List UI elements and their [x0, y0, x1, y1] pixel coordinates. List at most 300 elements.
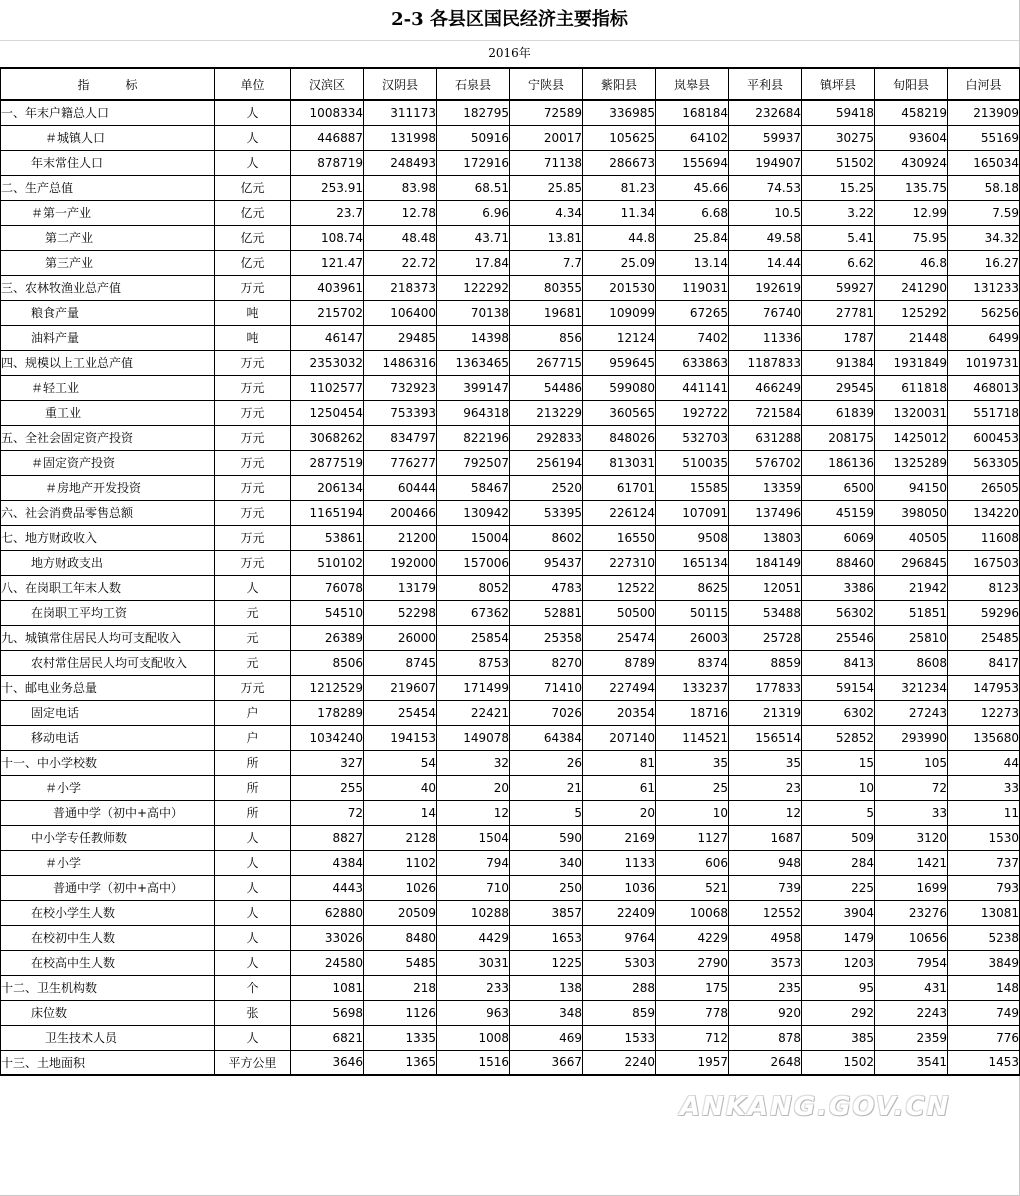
- value-cell: 8625: [656, 575, 729, 600]
- table-row: [1, 525, 1020, 550]
- value-cell: 1212529: [291, 675, 364, 700]
- table-row: [1, 650, 1020, 675]
- value-cell: 25485: [948, 625, 1020, 650]
- value-cell: 43.71: [437, 225, 510, 250]
- value-cell: 51851: [875, 600, 948, 625]
- value-cell: 54: [364, 750, 437, 775]
- value-cell: 15004: [437, 525, 510, 550]
- value-cell: 6499: [948, 325, 1020, 350]
- indicator-cell: 十二、卫生机构数: [1, 975, 215, 1000]
- value-cell: 233: [437, 975, 510, 1000]
- value-cell: 29545: [802, 375, 875, 400]
- value-cell: 67265: [656, 300, 729, 325]
- value-cell: 27781: [802, 300, 875, 325]
- indicator-cell: 粮食产量: [1, 300, 215, 325]
- value-cell: 156514: [729, 725, 802, 750]
- value-cell: 23.7: [291, 200, 364, 225]
- table-row: [1, 675, 1020, 700]
- value-cell: 19681: [510, 300, 583, 325]
- value-cell: 15585: [656, 475, 729, 500]
- value-cell: 60444: [364, 475, 437, 500]
- unit-cell: 人: [215, 850, 291, 875]
- value-cell: 232684: [729, 100, 802, 125]
- value-cell: 23276: [875, 900, 948, 925]
- table-row: [1, 1025, 1020, 1050]
- value-cell: 192000: [364, 550, 437, 575]
- column-header: 岚皋县: [656, 68, 729, 100]
- value-cell: 107091: [656, 500, 729, 525]
- value-cell: 327: [291, 750, 364, 775]
- value-cell: 155694: [656, 150, 729, 175]
- value-cell: 385: [802, 1025, 875, 1050]
- unit-cell: 户: [215, 725, 291, 750]
- value-cell: 2128: [364, 825, 437, 850]
- value-cell: 81: [583, 750, 656, 775]
- value-cell: 2648: [729, 1050, 802, 1075]
- value-cell: 184149: [729, 550, 802, 575]
- value-cell: 6.68: [656, 200, 729, 225]
- table-row: [1, 825, 1020, 850]
- value-cell: 165034: [948, 150, 1020, 175]
- indicator-cell: 第二产业: [1, 225, 215, 250]
- unit-cell: 万元: [215, 675, 291, 700]
- unit-cell: 户: [215, 700, 291, 725]
- value-cell: 321234: [875, 675, 948, 700]
- value-cell: 157006: [437, 550, 510, 575]
- value-cell: 776277: [364, 450, 437, 475]
- value-cell: 446887: [291, 125, 364, 150]
- indicator-cell: ＃轻工业: [1, 375, 215, 400]
- value-cell: 10068: [656, 900, 729, 925]
- unit-cell: 元: [215, 600, 291, 625]
- value-cell: 172916: [437, 150, 510, 175]
- value-cell: 466249: [729, 375, 802, 400]
- value-cell: 12051: [729, 575, 802, 600]
- value-cell: 30275: [802, 125, 875, 150]
- value-cell: 14: [364, 800, 437, 825]
- value-cell: 398050: [875, 500, 948, 525]
- value-cell: 44: [948, 750, 1020, 775]
- unit-cell: 万元: [215, 525, 291, 550]
- value-cell: 12522: [583, 575, 656, 600]
- value-cell: 8789: [583, 650, 656, 675]
- value-cell: 521: [656, 875, 729, 900]
- value-cell: 793: [948, 875, 1020, 900]
- value-cell: 14398: [437, 325, 510, 350]
- value-cell: 12: [729, 800, 802, 825]
- table-row: [1, 925, 1020, 950]
- year-label: 2016年: [488, 46, 531, 60]
- value-cell: 7026: [510, 700, 583, 725]
- value-cell: 311173: [364, 100, 437, 125]
- indicator-cell: 九、城镇常住居民人均可支配收入: [1, 625, 215, 650]
- value-cell: 25: [656, 775, 729, 800]
- value-cell: 219607: [364, 675, 437, 700]
- unit-cell: 人: [215, 875, 291, 900]
- value-cell: 267715: [510, 350, 583, 375]
- value-cell: 296845: [875, 550, 948, 575]
- table-row: [1, 300, 1020, 325]
- value-cell: 147953: [948, 675, 1020, 700]
- value-cell: 20: [583, 800, 656, 825]
- value-cell: 93604: [875, 125, 948, 150]
- unit-cell: 平方公里: [215, 1050, 291, 1075]
- value-cell: 26: [510, 750, 583, 775]
- table-row: [1, 500, 1020, 525]
- value-cell: 360565: [583, 400, 656, 425]
- value-cell: 3.22: [802, 200, 875, 225]
- value-cell: 8417: [948, 650, 1020, 675]
- value-cell: 753393: [364, 400, 437, 425]
- value-cell: 25546: [802, 625, 875, 650]
- value-cell: 1421: [875, 850, 948, 875]
- value-cell: 712: [656, 1025, 729, 1050]
- value-cell: 253.91: [291, 175, 364, 200]
- value-cell: 138: [510, 975, 583, 1000]
- value-cell: 133237: [656, 675, 729, 700]
- value-cell: 4384: [291, 850, 364, 875]
- unit-cell: 万元: [215, 550, 291, 575]
- value-cell: 8827: [291, 825, 364, 850]
- unit-cell: 亿元: [215, 200, 291, 225]
- value-cell: 53395: [510, 500, 583, 525]
- value-cell: 48.48: [364, 225, 437, 250]
- value-cell: 1133: [583, 850, 656, 875]
- value-cell: 46147: [291, 325, 364, 350]
- indicator-cell: 农村常住居民人均可支配收入: [1, 650, 215, 675]
- value-cell: 14.44: [729, 250, 802, 275]
- value-cell: 5: [510, 800, 583, 825]
- value-cell: 25358: [510, 625, 583, 650]
- value-cell: 563305: [948, 450, 1020, 475]
- value-cell: 91384: [802, 350, 875, 375]
- table-row: [1, 900, 1020, 925]
- value-cell: 58467: [437, 475, 510, 500]
- value-cell: 33: [948, 775, 1020, 800]
- value-cell: 18716: [656, 700, 729, 725]
- value-cell: 7.7: [510, 250, 583, 275]
- value-cell: 16.27: [948, 250, 1020, 275]
- indicator-cell: 在岗职工平均工资: [1, 600, 215, 625]
- value-cell: 8602: [510, 525, 583, 550]
- value-cell: 13179: [364, 575, 437, 600]
- value-cell: 235: [729, 975, 802, 1000]
- value-cell: 25854: [437, 625, 510, 650]
- value-cell: 207140: [583, 725, 656, 750]
- value-cell: 848026: [583, 425, 656, 450]
- value-cell: 822196: [437, 425, 510, 450]
- value-cell: 122292: [437, 275, 510, 300]
- indicator-cell: ＃小学: [1, 775, 215, 800]
- value-cell: 1787: [802, 325, 875, 350]
- value-cell: 59296: [948, 600, 1020, 625]
- value-cell: 49.58: [729, 225, 802, 250]
- column-header: 宁陕县: [510, 68, 583, 100]
- value-cell: 878719: [291, 150, 364, 175]
- value-cell: 12273: [948, 700, 1020, 725]
- value-cell: 33026: [291, 925, 364, 950]
- value-cell: 1325289: [875, 450, 948, 475]
- value-cell: 1687: [729, 825, 802, 850]
- value-cell: 149078: [437, 725, 510, 750]
- value-cell: 2790: [656, 950, 729, 975]
- value-cell: 52298: [364, 600, 437, 625]
- unit-cell: 万元: [215, 475, 291, 500]
- value-cell: 88460: [802, 550, 875, 575]
- table-row: [1, 600, 1020, 625]
- value-cell: 1516: [437, 1050, 510, 1075]
- table-title: 2-3 各县区国民经济主要指标: [0, 0, 1019, 41]
- value-cell: 16550: [583, 525, 656, 550]
- unit-cell: 万元: [215, 275, 291, 300]
- value-cell: 340: [510, 850, 583, 875]
- value-cell: 135680: [948, 725, 1020, 750]
- indicator-cell: 十三、土地面积: [1, 1050, 215, 1075]
- indicator-cell: 八、在岗职工年末人数: [1, 575, 215, 600]
- value-cell: 3904: [802, 900, 875, 925]
- column-header: 旬阳县: [875, 68, 948, 100]
- value-cell: 2240: [583, 1050, 656, 1075]
- indicator-cell: 在校初中生人数: [1, 925, 215, 950]
- table-row: [1, 150, 1020, 175]
- value-cell: 1653: [510, 925, 583, 950]
- value-cell: 1019731: [948, 350, 1020, 375]
- value-cell: 348: [510, 1000, 583, 1025]
- unit-cell: 万元: [215, 500, 291, 525]
- value-cell: 226124: [583, 500, 656, 525]
- value-cell: 131233: [948, 275, 1020, 300]
- unit-cell: 亿元: [215, 175, 291, 200]
- value-cell: 106400: [364, 300, 437, 325]
- value-cell: 5303: [583, 950, 656, 975]
- value-cell: 5485: [364, 950, 437, 975]
- value-cell: 61839: [802, 400, 875, 425]
- column-header: 平利县: [729, 68, 802, 100]
- value-cell: 114521: [656, 725, 729, 750]
- value-cell: 10656: [875, 925, 948, 950]
- value-cell: 125292: [875, 300, 948, 325]
- unit-cell: 所: [215, 775, 291, 800]
- indicator-cell: 卫生技术人员: [1, 1025, 215, 1050]
- value-cell: 510035: [656, 450, 729, 475]
- value-cell: 248493: [364, 150, 437, 175]
- value-cell: 109099: [583, 300, 656, 325]
- value-cell: 62880: [291, 900, 364, 925]
- value-cell: 8270: [510, 650, 583, 675]
- value-cell: 22409: [583, 900, 656, 925]
- indicator-cell: 在校高中生人数: [1, 950, 215, 975]
- value-cell: 1486316: [364, 350, 437, 375]
- table-row: [1, 275, 1020, 300]
- unit-cell: 张: [215, 1000, 291, 1025]
- table-row: [1, 200, 1020, 225]
- value-cell: 25728: [729, 625, 802, 650]
- table-row: [1, 575, 1020, 600]
- value-cell: 948: [729, 850, 802, 875]
- value-cell: 606: [656, 850, 729, 875]
- value-cell: 192619: [729, 275, 802, 300]
- value-cell: 175: [656, 975, 729, 1000]
- unit-cell: 吨: [215, 300, 291, 325]
- value-cell: 95437: [510, 550, 583, 575]
- value-cell: 25.09: [583, 250, 656, 275]
- value-cell: 168184: [656, 100, 729, 125]
- value-cell: 10.5: [729, 200, 802, 225]
- value-cell: 54486: [510, 375, 583, 400]
- indicator-cell: ＃房地产开发投资: [1, 475, 215, 500]
- value-cell: 50500: [583, 600, 656, 625]
- table-row: [1, 800, 1020, 825]
- value-cell: 4958: [729, 925, 802, 950]
- column-header: 石泉县: [437, 68, 510, 100]
- value-cell: 130942: [437, 500, 510, 525]
- value-cell: 134220: [948, 500, 1020, 525]
- value-cell: 165134: [656, 550, 729, 575]
- value-cell: 4429: [437, 925, 510, 950]
- value-cell: 50115: [656, 600, 729, 625]
- indicator-cell: 普通中学（初中+高中）: [1, 800, 215, 825]
- value-cell: 13359: [729, 475, 802, 500]
- value-cell: 6.62: [802, 250, 875, 275]
- unit-cell: 万元: [215, 350, 291, 375]
- value-cell: 9764: [583, 925, 656, 950]
- value-cell: 13.81: [510, 225, 583, 250]
- unit-cell: 人: [215, 100, 291, 125]
- value-cell: 1699: [875, 875, 948, 900]
- value-cell: 3386: [802, 575, 875, 600]
- value-cell: 9508: [656, 525, 729, 550]
- value-cell: 284: [802, 850, 875, 875]
- value-cell: 55169: [948, 125, 1020, 150]
- indicator-cell: 年末常住人口: [1, 150, 215, 175]
- column-header: 指 标: [1, 68, 215, 100]
- value-cell: 192722: [656, 400, 729, 425]
- value-cell: 27243: [875, 700, 948, 725]
- value-cell: 148: [948, 975, 1020, 1000]
- indicator-cell: 五、全社会固定资产投资: [1, 425, 215, 450]
- value-cell: 292833: [510, 425, 583, 450]
- unit-cell: 元: [215, 625, 291, 650]
- value-cell: 792507: [437, 450, 510, 475]
- value-cell: 32: [437, 750, 510, 775]
- value-cell: 5.41: [802, 225, 875, 250]
- value-cell: 1008334: [291, 100, 364, 125]
- value-cell: 611818: [875, 375, 948, 400]
- value-cell: 732923: [364, 375, 437, 400]
- table-row: [1, 450, 1020, 475]
- value-cell: 33: [875, 800, 948, 825]
- unit-cell: 人: [215, 825, 291, 850]
- value-cell: 13803: [729, 525, 802, 550]
- table-row: [1, 125, 1020, 150]
- value-cell: 1479: [802, 925, 875, 950]
- value-cell: 11336: [729, 325, 802, 350]
- value-cell: 45.66: [656, 175, 729, 200]
- value-cell: 2243: [875, 1000, 948, 1025]
- value-cell: 201530: [583, 275, 656, 300]
- value-cell: 1127: [656, 825, 729, 850]
- value-cell: 256194: [510, 450, 583, 475]
- table-row: [1, 175, 1020, 200]
- value-cell: 403961: [291, 275, 364, 300]
- value-cell: 80355: [510, 275, 583, 300]
- value-cell: 6069: [802, 525, 875, 550]
- value-cell: 225: [802, 875, 875, 900]
- value-cell: 3646: [291, 1050, 364, 1075]
- value-cell: 44.8: [583, 225, 656, 250]
- value-cell: 7954: [875, 950, 948, 975]
- value-cell: 56302: [802, 600, 875, 625]
- value-cell: 1081: [291, 975, 364, 1000]
- value-cell: 67362: [437, 600, 510, 625]
- unit-cell: 万元: [215, 375, 291, 400]
- value-cell: 2353032: [291, 350, 364, 375]
- indicator-cell: 二、生产总值: [1, 175, 215, 200]
- value-cell: 52852: [802, 725, 875, 750]
- value-cell: 194153: [364, 725, 437, 750]
- value-cell: 631288: [729, 425, 802, 450]
- value-cell: 576702: [729, 450, 802, 475]
- value-cell: 3031: [437, 950, 510, 975]
- unit-cell: 万元: [215, 400, 291, 425]
- value-cell: 95: [802, 975, 875, 1000]
- unit-cell: 万元: [215, 425, 291, 450]
- value-cell: 72589: [510, 100, 583, 125]
- value-cell: 22.72: [364, 250, 437, 275]
- value-cell: 590: [510, 825, 583, 850]
- value-cell: 13081: [948, 900, 1020, 925]
- indicator-cell: 一、年末户籍总人口: [1, 100, 215, 125]
- value-cell: 5238: [948, 925, 1020, 950]
- value-cell: 17.84: [437, 250, 510, 275]
- table-row: [1, 350, 1020, 375]
- value-cell: 8480: [364, 925, 437, 950]
- table-row: [1, 975, 1020, 1000]
- value-cell: 178289: [291, 700, 364, 725]
- value-cell: 1425012: [875, 425, 948, 450]
- value-cell: 920: [729, 1000, 802, 1025]
- table-row: [1, 425, 1020, 450]
- value-cell: 182795: [437, 100, 510, 125]
- value-cell: 250: [510, 875, 583, 900]
- value-cell: 71410: [510, 675, 583, 700]
- value-cell: 206134: [291, 475, 364, 500]
- value-cell: 1931849: [875, 350, 948, 375]
- value-cell: 53861: [291, 525, 364, 550]
- unit-cell: 亿元: [215, 250, 291, 275]
- table-row: [1, 775, 1020, 800]
- value-cell: 25.85: [510, 175, 583, 200]
- indicator-cell: 重工业: [1, 400, 215, 425]
- value-cell: 10: [802, 775, 875, 800]
- table-row: [1, 1000, 1020, 1025]
- unit-cell: 所: [215, 750, 291, 775]
- value-cell: 75.95: [875, 225, 948, 250]
- value-cell: 59937: [729, 125, 802, 150]
- value-cell: 26505: [948, 475, 1020, 500]
- value-cell: 52881: [510, 600, 583, 625]
- value-cell: 1008: [437, 1025, 510, 1050]
- value-cell: 1957: [656, 1050, 729, 1075]
- value-cell: 1165194: [291, 500, 364, 525]
- value-cell: 6.96: [437, 200, 510, 225]
- value-cell: 81.23: [583, 175, 656, 200]
- column-header: 紫阳县: [583, 68, 656, 100]
- value-cell: 8859: [729, 650, 802, 675]
- value-cell: 4229: [656, 925, 729, 950]
- value-cell: 1320031: [875, 400, 948, 425]
- table-row: [1, 225, 1020, 250]
